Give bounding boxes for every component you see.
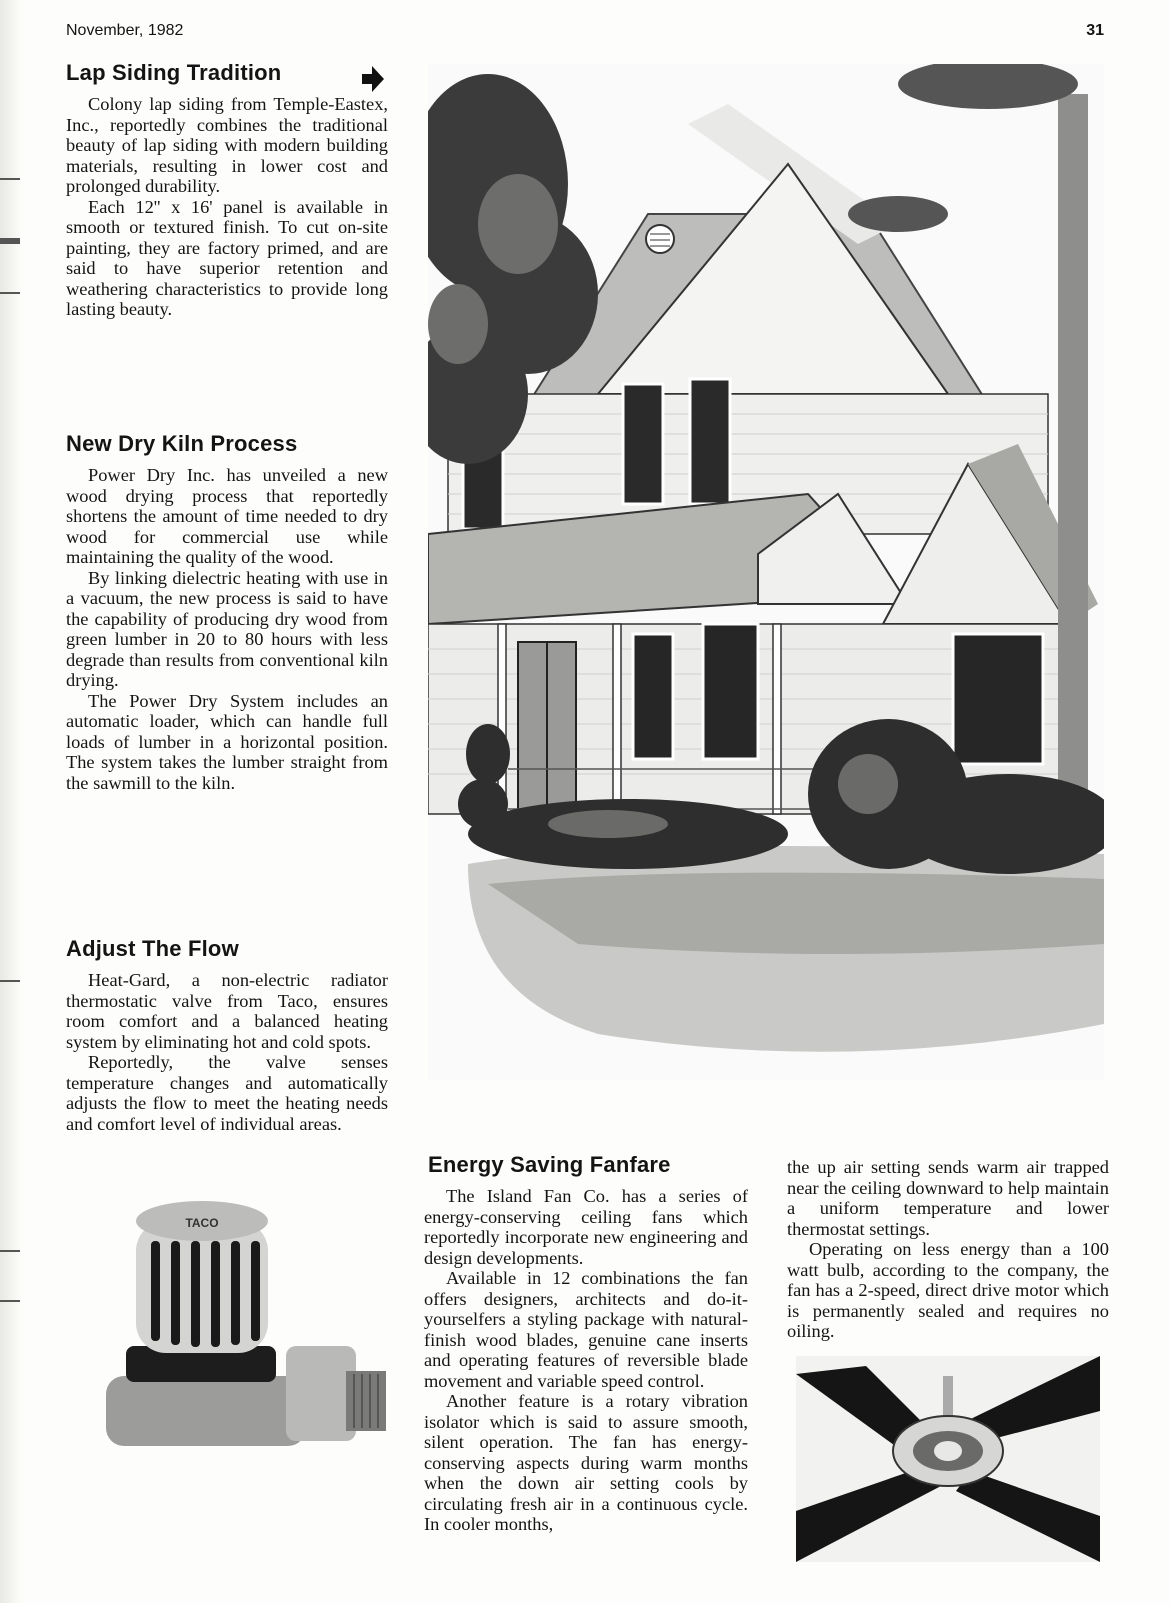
- binding-mark: [0, 178, 20, 180]
- binding-mark: [0, 980, 20, 982]
- dry-kiln-headline: New Dry Kiln Process: [66, 431, 298, 456]
- adjust-flow-headline: Adjust The Flow: [66, 936, 239, 961]
- article-paragraph: Colony lap siding from Temple-Eastex, Inc., reportedly combines the traditional beauty of lap siding with modern building materials, resulting in lower cost and prolonged durability.: [66, 94, 388, 196]
- article-paragraph: Available in 12 combinations the fan offers designers, architects and do-it-yourselfers a styling package with natural-finish wood blades, genuine cane inserts and operating features of reversible blade movement and variable speed control.: [424, 1268, 748, 1391]
- fanfare-article-right: [787, 1157, 1109, 1342]
- binding-mark: [0, 1250, 20, 1252]
- article-paragraph: The Power Dry System includes an automatic loader, which can handle full loads of lumber in a horizontal position. The system takes the lumber straight from the sawmill to the kiln.: [66, 690, 388, 793]
- binding-mark: [0, 1300, 20, 1302]
- article-paragraph: Heat-Gard, a non-electric radiator thermostatic valve from Taco, ensures room comfort and a balanced heating system by eliminating hot and cold spots.: [66, 970, 388, 1052]
- article-paragraph: Another feature is a rotary vibration isolator which is said to assure smooth, silent operation. The fan has energy-conserving aspects during warm months when the down air setting cools by circulating fresh air in a continuous cycle. In cooler months,: [424, 1391, 748, 1534]
- article-paragraph: The Island Fan Co. has a series of energy-conserving ceiling fans which reportedly incorporate new engineering and design developments.: [424, 1186, 748, 1268]
- article-paragraph: Reportedly, the valve senses temperature changes and automatically adjusts the flow to meet the heating needs and comfort level of individual areas.: [66, 1052, 388, 1134]
- vent-icon: [646, 225, 674, 253]
- ceiling-fan-photo: [796, 1356, 1100, 1562]
- article-paragraph: By linking dielectric heating with use in a vacuum, the new process is said to have the capability of producing dry wood from green lumber in 20 to 80 hours with less degrade than results from conventional kiln drying.: [66, 567, 388, 690]
- article-paragraph: Operating on less energy than a 100 watt bulb, according to the company, the fan has a 2-speed, direct drive motor which is permanently sealed and requires no oiling.: [787, 1239, 1109, 1341]
- arrow-right-icon: [360, 64, 386, 94]
- lap-siding-headline: Lap Siding Tradition: [66, 60, 282, 85]
- page-number: 31: [1086, 22, 1104, 39]
- fanfare-headline: Energy Saving Fanfare: [428, 1152, 671, 1177]
- page-header: [66, 22, 1104, 44]
- house-illustration: [428, 64, 1104, 1080]
- dry-kiln-article: [66, 465, 388, 793]
- taco-logo: TACO: [185, 1216, 219, 1230]
- article-paragraph: Each 12'' x 16' panel is available in smooth or textured finish. To cut on-site painting, they are factory primed, and are said to have superior retention and weathering characteristics to provide long lasting beauty.: [66, 196, 388, 319]
- binding-mark: [0, 292, 20, 294]
- adjust-flow-article: [66, 970, 388, 1134]
- issue-date: November, 1982: [66, 22, 184, 39]
- lap-siding-article: [66, 94, 388, 320]
- fanfare-article-left: [424, 1186, 748, 1535]
- valve-photo: [96, 1196, 392, 1458]
- article-paragraph: Power Dry Inc. has unveiled a new wood drying process that reportedly shortens the amount of time needed to dry wood for commercial use while maintaining the quality of the wood.: [66, 465, 388, 567]
- article-paragraph: the up air setting sends warm air trapped near the ceiling downward to help maintain a uniform temperature and lower thermostat settings.: [787, 1157, 1109, 1239]
- binding-mark: [0, 238, 20, 244]
